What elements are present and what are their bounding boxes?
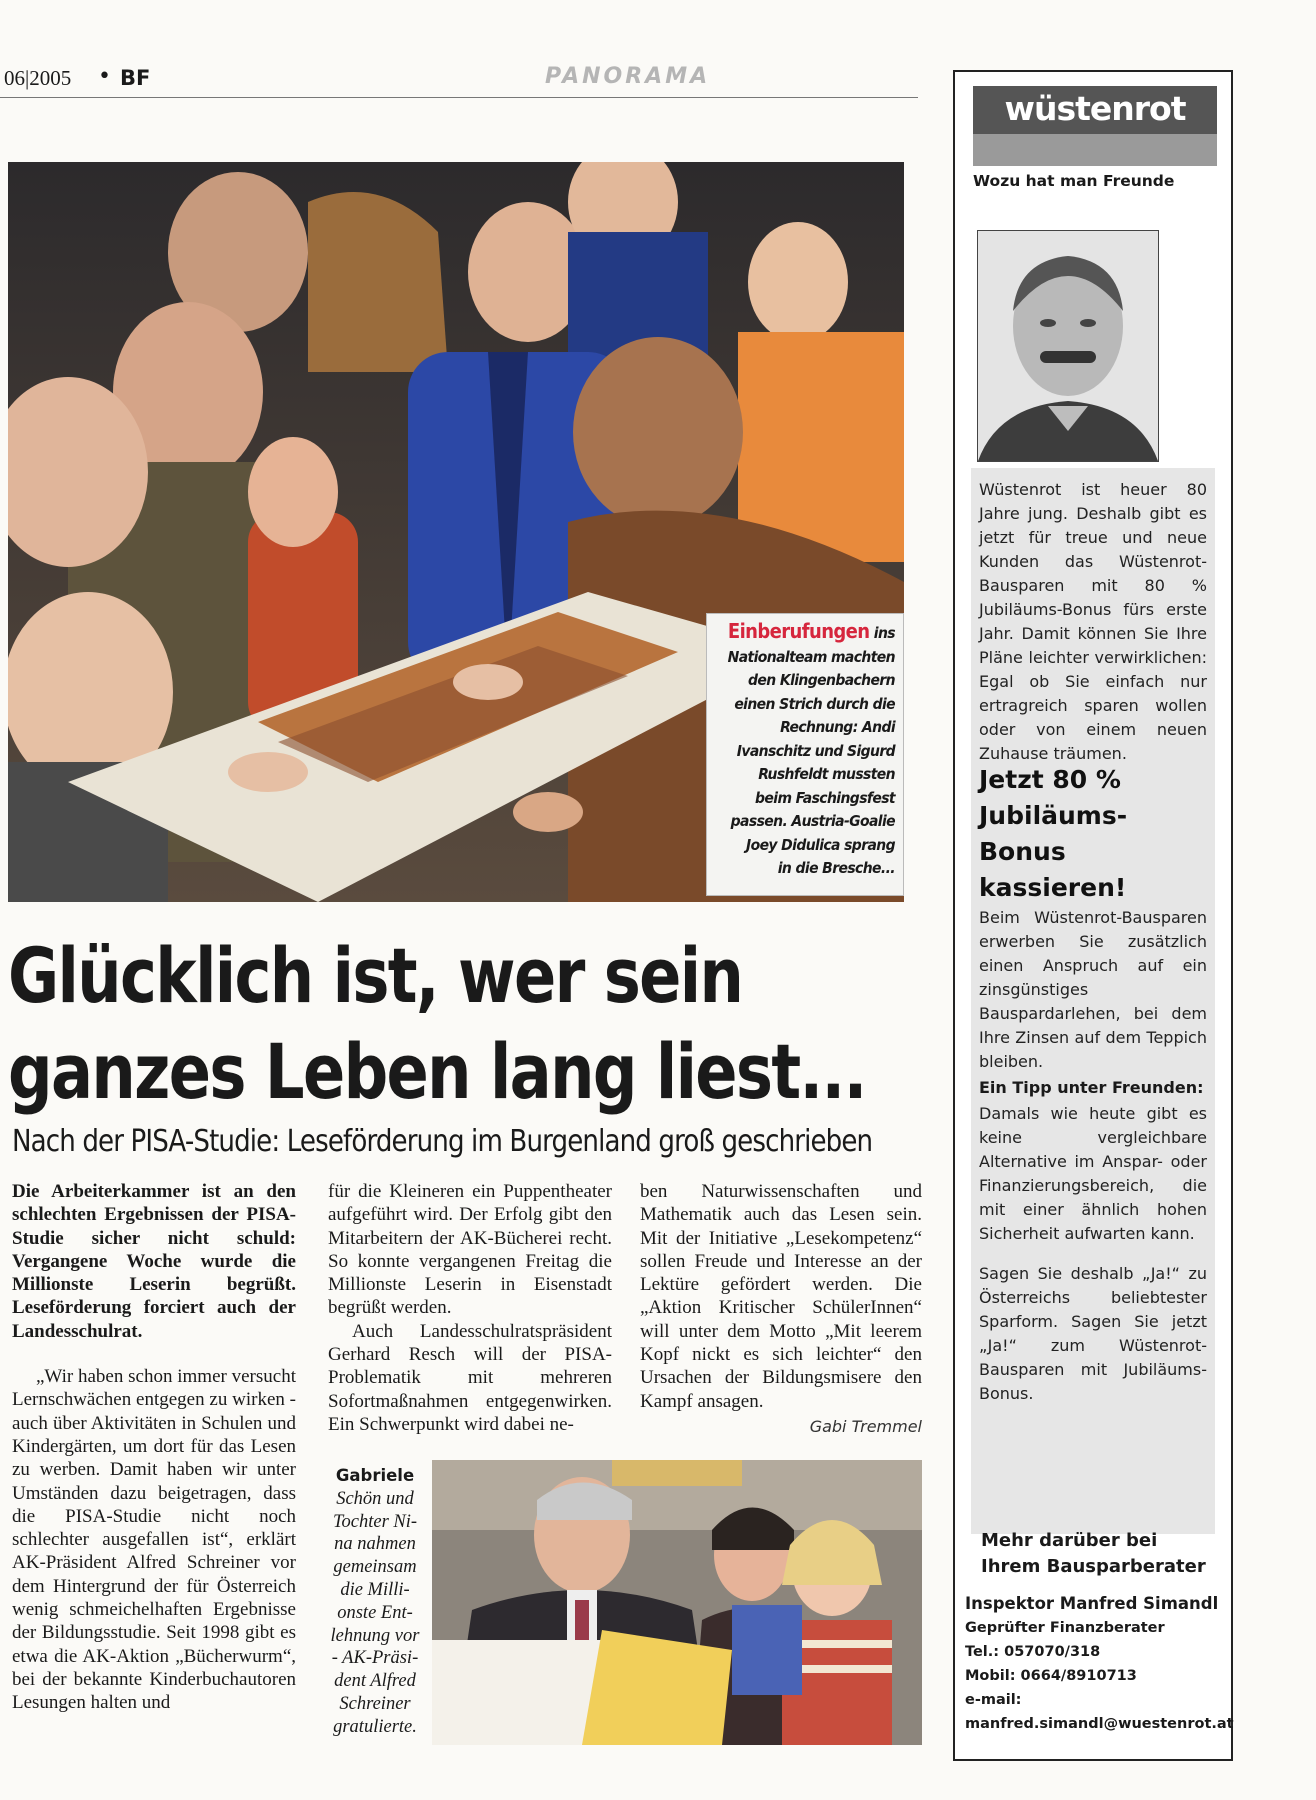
ad-say-yes-text: Sagen Sie deshalb „Ja!“ zu Österreichs beliebtester Sparform. Sagen Sie jetzt „Ja!“ zum Wüstenrot-Bausparen mit Jubiläums-Bonus.	[979, 1264, 1207, 1403]
logo-text: wüstenrot	[973, 86, 1217, 134]
article-lede: Die Arbeiterkammer ist an den schlechten Ergebnissen der PISA-Studie sicher nicht schuld: Vergangene Woche wurde die Millionste Leserin begrüßt. Leseförderung forciert auch der Landesschulrat.	[12, 1181, 296, 1342]
contact-email[interactable]: manfred.simandl@wuestenrot.at	[965, 1716, 1234, 1732]
caption-line: Ivanschitz und Sigurd	[736, 741, 895, 760]
caption-line: Joey Didulica sprang	[746, 835, 895, 854]
article-column-1	[12, 1180, 296, 1760]
second-photo-illustration	[432, 1460, 922, 1745]
ad-tip-heading: Ein Tipp unter Freunden:	[979, 1078, 1204, 1097]
article-paragraph: ben Naturwissenschaften und Mathematik auch das Lesen sein. Mit der Initiative „Lesekompetenz“ sollen Freude und Interesse an der Lektüre gefördert werden. Die „Aktion Kritischer SchülerInnen“ will unter dem Motto „Mit leerem Kopf nickt es sich leichter“ den Ursachen der Bildungsmisere den Kampf ansagen.	[640, 1181, 922, 1412]
caption-line: in die Bresche...	[777, 859, 895, 877]
caption-line: Schön und	[336, 1488, 414, 1509]
caption-line: einen Strich durch die	[734, 694, 895, 713]
ad-offer-heading: Jetzt 80 % Jubiläums-Bonus kassieren!	[979, 765, 1128, 902]
contact-name: Inspektor Manfred Simandl	[965, 1594, 1219, 1613]
caption-line: Rechnung: Andi	[780, 718, 895, 736]
article-author: Gabi Tremmel	[809, 1417, 922, 1436]
section-title: PANORAMA	[545, 64, 711, 89]
article-headline	[8, 928, 866, 1120]
caption-name: Gabriele	[335, 1466, 415, 1485]
header-separator: •	[98, 64, 111, 89]
article-column-2	[328, 1180, 612, 1436]
caption-line: dent Alfred	[334, 1671, 416, 1692]
article-subheadline: Nach der PISA-Studie: Leseförderung im Burgenland groß geschrieben	[12, 1124, 873, 1159]
publication-brand: BF	[120, 66, 151, 90]
header-rule	[0, 97, 918, 98]
second-photo-caption	[326, 1465, 424, 1739]
advisor-contact	[965, 1592, 1234, 1736]
contact-email-label: e-mail:	[965, 1692, 1022, 1708]
caption-line: Tochter Ni-	[332, 1511, 418, 1532]
caption-line: Nationalteam machten	[727, 647, 895, 666]
advisor-portrait-illustration	[978, 231, 1158, 461]
caption-line: beim Faschingsfest	[755, 788, 895, 807]
caption-line: - AK-Präsi-	[331, 1648, 419, 1669]
caption-lead: Einberufungen	[727, 619, 870, 643]
caption-line: lehnung vor	[330, 1625, 420, 1646]
caption-line: na nahmen	[334, 1534, 416, 1555]
ad-tagline: Wozu hat man Freunde	[973, 172, 1175, 190]
caption-line: ins	[873, 624, 895, 642]
article-paragraph: Auch Landesschulratspräsident Gerhard Resch will der PISA-Problematik mit mehreren Sofortmaßnahmen entgegenwirken. Ein Schwerpunkt wird dabei ne-	[328, 1320, 612, 1435]
ad-intro-text: Wüstenrot ist heuer 80 Jahre jung. Deshalb gibt es jetzt für treue und neue Kunden das Wüstenrot-Bausparen mit 80 % Jubiläums-Bonus fürs erste Jahr. Damit können Sie Ihre Pläne leichter verwirklichen: Egal ob Sie einfach nur ertragreich sparen wollen oder von einem neuen Zuhause träumen.	[979, 480, 1207, 763]
ad-tip-text: Damals wie heute gibt es keine vergleichbare Alternative im Anspar- oder Finanzierungsbereich, die mit einer ähnlich hohen Sicherheit aufwarten kann.	[979, 1104, 1207, 1243]
headline-line-1: Glücklich ist, wer sein	[8, 931, 743, 1020]
wuestenrot-logo	[973, 86, 1217, 166]
caption-line: onste Ent-	[337, 1602, 413, 1623]
issue-date: 06|2005	[4, 66, 72, 90]
article-paragraph: für die Kleineren ein Puppentheater aufgeführt wird. Der Erfolg gibt den Mitarbeitern der AK-Bücherei recht. So konnte vergangenen Freitag die Millionste Leserin in Eisenstadt begrüßt werden.	[328, 1181, 612, 1319]
contact-title: Geprüfter Finanzberater	[965, 1620, 1165, 1636]
caption-line: passen. Austria-Goalie	[730, 812, 895, 830]
caption-line: Rushfeldt mussten	[758, 765, 895, 783]
caption-line: die Milli-	[340, 1579, 410, 1600]
caption-line: gemeinsam	[333, 1557, 417, 1578]
headline-line-2: ganzes Leben lang liest...	[8, 1027, 866, 1116]
main-photo-caption	[706, 613, 904, 896]
caption-line: den Klingenbachern	[748, 671, 895, 689]
caption-line: gratulierte.	[333, 1716, 417, 1737]
article-column-3	[640, 1180, 922, 1413]
contact-phone: Tel.: 057070/318	[965, 1644, 1101, 1660]
ad-more-info: Mehr darüber bei Ihrem Bausparberater	[981, 1530, 1206, 1577]
second-photo	[432, 1460, 922, 1745]
caption-line: Schreiner	[339, 1693, 411, 1714]
advisor-portrait	[977, 230, 1159, 462]
wuestenrot-advertisement	[953, 70, 1233, 1761]
contact-mobile: Mobil: 0664/8910713	[965, 1668, 1137, 1684]
article-paragraph: „Wir haben schon immer versucht Lernschwächen entgegen zu wirken - auch über Aktivitäten in Schulen und Kindergärten, um dort für das Lesen zu werben. Damit haben wir unter Umständen dazu beigetragen, dass die PISA-Studie nicht noch schlechter ausgefallen ist“, erklärt AK-Präsident Alfred Schreiner vor dem Hintergrund der für Österreich wenig schmeichelhaften Ergebnisse der Bildungsstudie. Seit 1998 gibt es etwa die AK-Aktion „Bücherwurm“, bei der bekannte Kinderbuchautoren Lesungen halten und	[12, 1366, 296, 1714]
ad-loan-text: Beim Wüstenrot-Bausparen erwerben Sie zusätzlich einen Anspruch auf ein zinsgünstiges Bauspardarlehen, bei dem Ihre Zinsen auf dem Teppich bleiben.	[979, 908, 1207, 1071]
